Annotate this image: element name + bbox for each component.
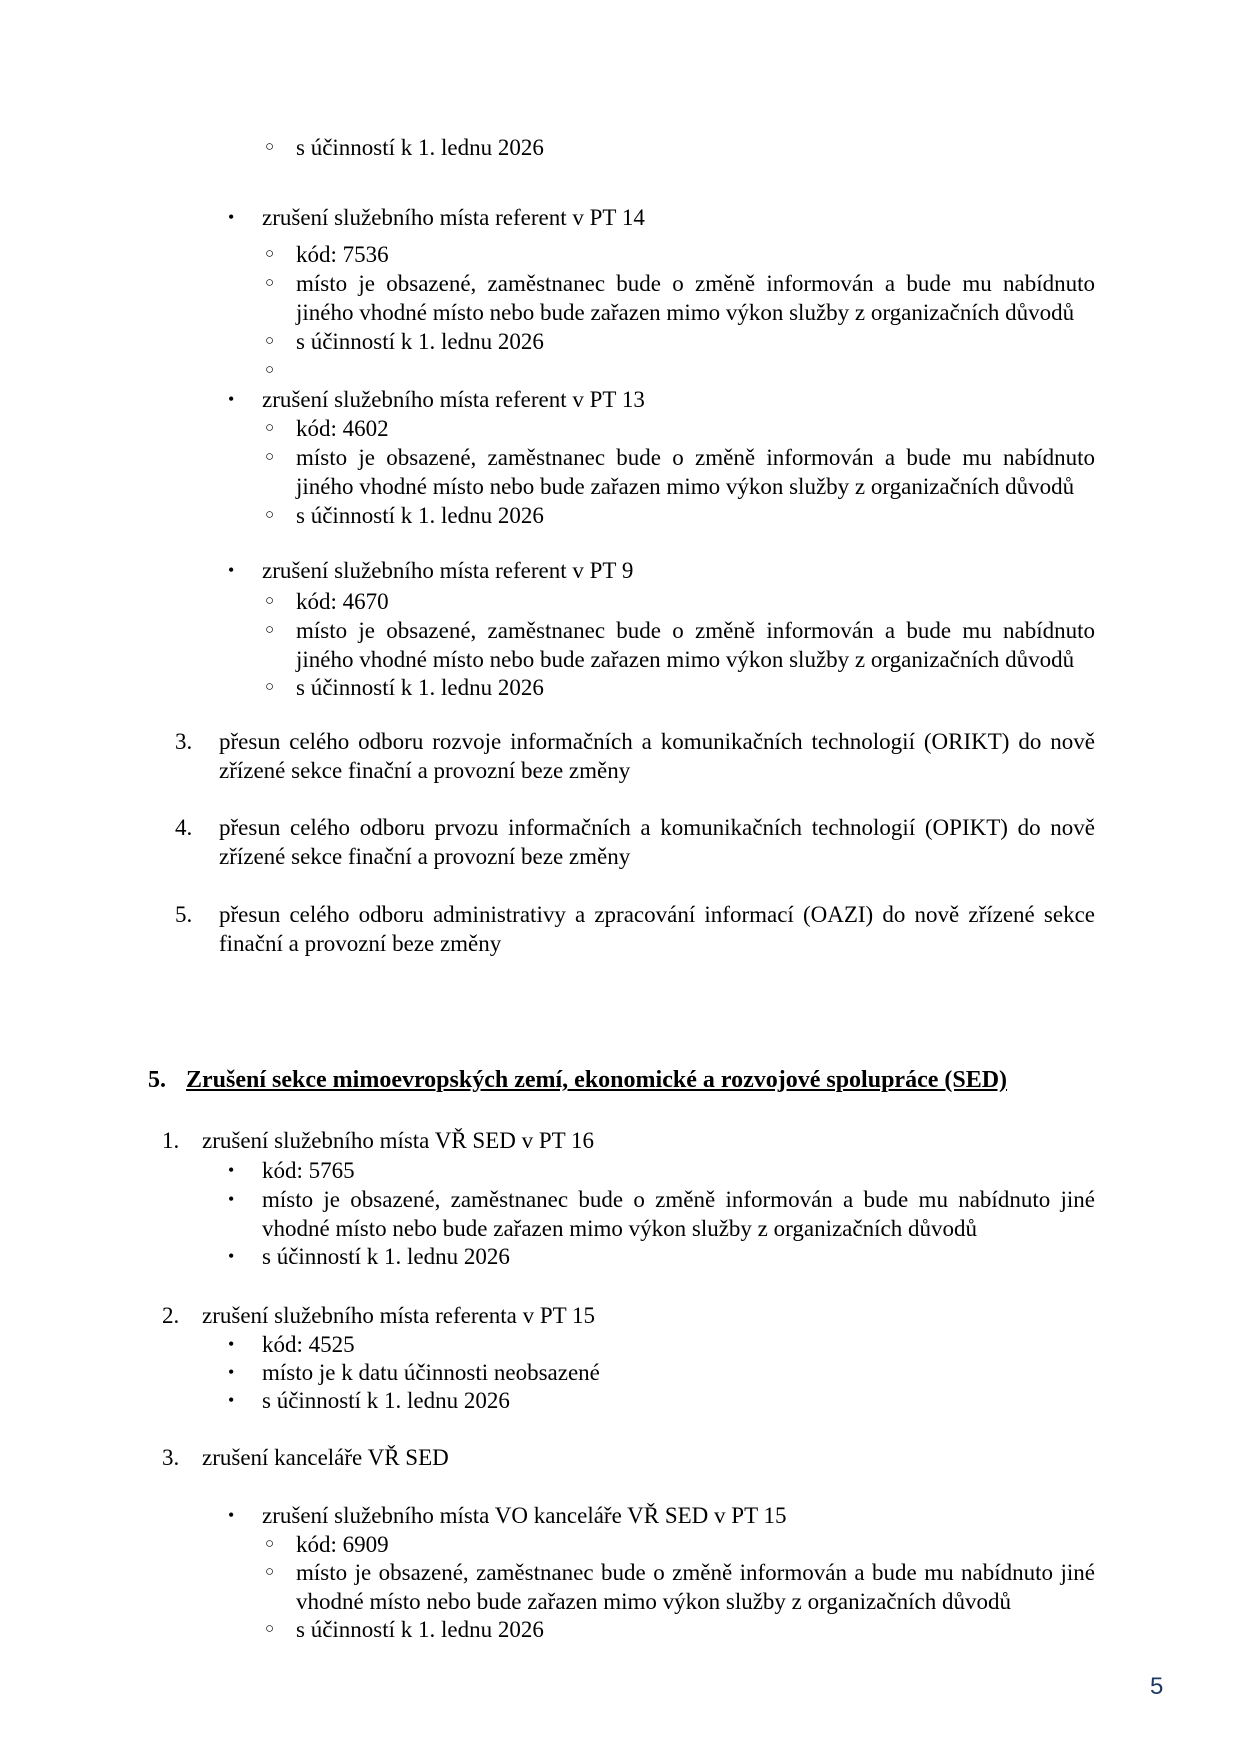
circle-bullet-icon: ○ xyxy=(265,507,275,523)
code-text: kód: 4525 xyxy=(262,1332,355,1357)
bullet-icon: • xyxy=(228,1362,235,1382)
circle-bullet-icon: ○ xyxy=(265,622,275,638)
circle-bullet-icon: ○ xyxy=(265,420,275,436)
effective-date-text: s účinností k 1. lednu 2026 xyxy=(296,675,544,700)
section-number: 5. xyxy=(148,1067,166,1093)
item-number: 1. xyxy=(162,1128,180,1153)
bullet-icon: • xyxy=(228,1160,235,1180)
bullet-icon: • xyxy=(228,1189,235,1209)
bullet-icon: • xyxy=(228,1390,235,1410)
numbered-item-text: přesun celého odboru prvozu informačních a komunikačních technologií (OPIKT) do nově zřízené sekce finační a provozní beze změny xyxy=(219,815,1095,869)
bullet-icon: • xyxy=(228,1505,235,1525)
occupancy-text: místo je obsazené, zaměstnanec bude o změně informován a bude mu nabídnuto jiného vhodné místo nebo bude zařazen mimo výkon služby z organizačních důvodů xyxy=(296,271,1095,325)
item-number: 5. xyxy=(175,902,193,927)
bullet-icon: • xyxy=(228,389,235,409)
circle-bullet-icon: ○ xyxy=(265,139,275,155)
item-number: 3. xyxy=(175,729,193,754)
code-text: kód: 4602 xyxy=(296,416,389,441)
circle-bullet-icon: ○ xyxy=(265,593,275,609)
item-number: 3. xyxy=(162,1445,180,1470)
position-title-text: zrušení kanceláře VŘ SED xyxy=(202,1445,449,1470)
item-number: 4. xyxy=(175,815,193,840)
bullet-icon: • xyxy=(228,560,235,580)
position-title-text: zrušení služebního místa referenta v PT 15 xyxy=(202,1303,596,1328)
circle-bullet-icon: ○ xyxy=(265,275,275,291)
item-number: 2. xyxy=(162,1303,180,1328)
numbered-item-text: přesun celého odboru rozvoje informačních a komunikačních technologií (ORIKT) do nově zřízené sekce finační a provozní beze změny xyxy=(219,729,1095,783)
circle-bullet-icon: ○ xyxy=(265,449,275,465)
bullet-icon: • xyxy=(228,1246,235,1266)
page-number: 5 xyxy=(1150,1673,1164,1700)
position-title-text: zrušení služebního místa VO kanceláře VŘ SED v PT 15 xyxy=(262,1503,787,1528)
occupancy-text: místo je obsazené, zaměstnanec bude o změně informován a bude mu nabídnuto jiné vhodné místo nebo bude zařazen mimo výkon služby z organizačních důvodů xyxy=(296,1560,1095,1614)
position-title-text: zrušení služebního místa referent v PT 9 xyxy=(262,558,634,583)
circle-bullet-icon: ○ xyxy=(265,333,275,349)
code-text: kód: 4670 xyxy=(296,589,389,614)
occupancy-text: místo je obsazené, zaměstnanec bude o změně informován a bude mu nabídnuto jiného vhodné místo nebo bude zařazen mimo výkon služby z organizačních důvodů xyxy=(296,445,1095,499)
circle-bullet-icon: ○ xyxy=(265,362,275,378)
effective-date-text: s účinností k 1. lednu 2026 xyxy=(296,135,544,160)
circle-bullet-icon: ○ xyxy=(265,1564,275,1580)
occupancy-text: místo je obsazené, zaměstnanec bude o změně informován a bude mu nabídnuto jiného vhodné místo nebo bude zařazen mimo výkon služby z organizačních důvodů xyxy=(296,618,1095,672)
effective-date-text: s účinností k 1. lednu 2026 xyxy=(262,1244,510,1269)
numbered-item-text: přesun celého odboru administrativy a zpracování informací (OAZI) do nově zřízené sekce finační a provozní beze změny xyxy=(219,902,1095,956)
occupancy-text: místo je obsazené, zaměstnanec bude o změně informován a bude mu nabídnuto jiné vhodné místo nebo bude zařazen mimo výkon služby z organizačních důvodů xyxy=(262,1187,1095,1241)
code-text: kód: 6909 xyxy=(296,1532,389,1557)
section-title: Zrušení sekce mimoevropských zemí, ekonomické a rozvojové spolupráce (SED) xyxy=(186,1067,1008,1093)
circle-bullet-icon: ○ xyxy=(265,246,275,262)
code-text: kód: 5765 xyxy=(262,1158,355,1183)
position-title-text: zrušení služebního místa referent v PT 14 xyxy=(262,205,645,230)
circle-bullet-icon: ○ xyxy=(265,1621,275,1637)
effective-date-text: s účinností k 1. lednu 2026 xyxy=(296,1617,544,1642)
circle-bullet-icon: ○ xyxy=(265,679,275,695)
position-title-text: zrušení služebního místa referent v PT 13 xyxy=(262,387,645,412)
code-text: kód: 7536 xyxy=(296,242,389,267)
position-title-text: zrušení služebního místa VŘ SED v PT 16 xyxy=(202,1128,595,1153)
effective-date-text: s účinností k 1. lednu 2026 xyxy=(262,1388,510,1413)
effective-date-text: s účinností k 1. lednu 2026 xyxy=(296,329,544,354)
circle-bullet-icon: ○ xyxy=(265,1536,275,1552)
bullet-icon: • xyxy=(228,207,235,227)
occupancy-text: místo je k datu účinnosti neobsazené xyxy=(262,1360,600,1385)
effective-date-text: s účinností k 1. lednu 2026 xyxy=(296,503,544,528)
bullet-icon: • xyxy=(228,1334,235,1354)
